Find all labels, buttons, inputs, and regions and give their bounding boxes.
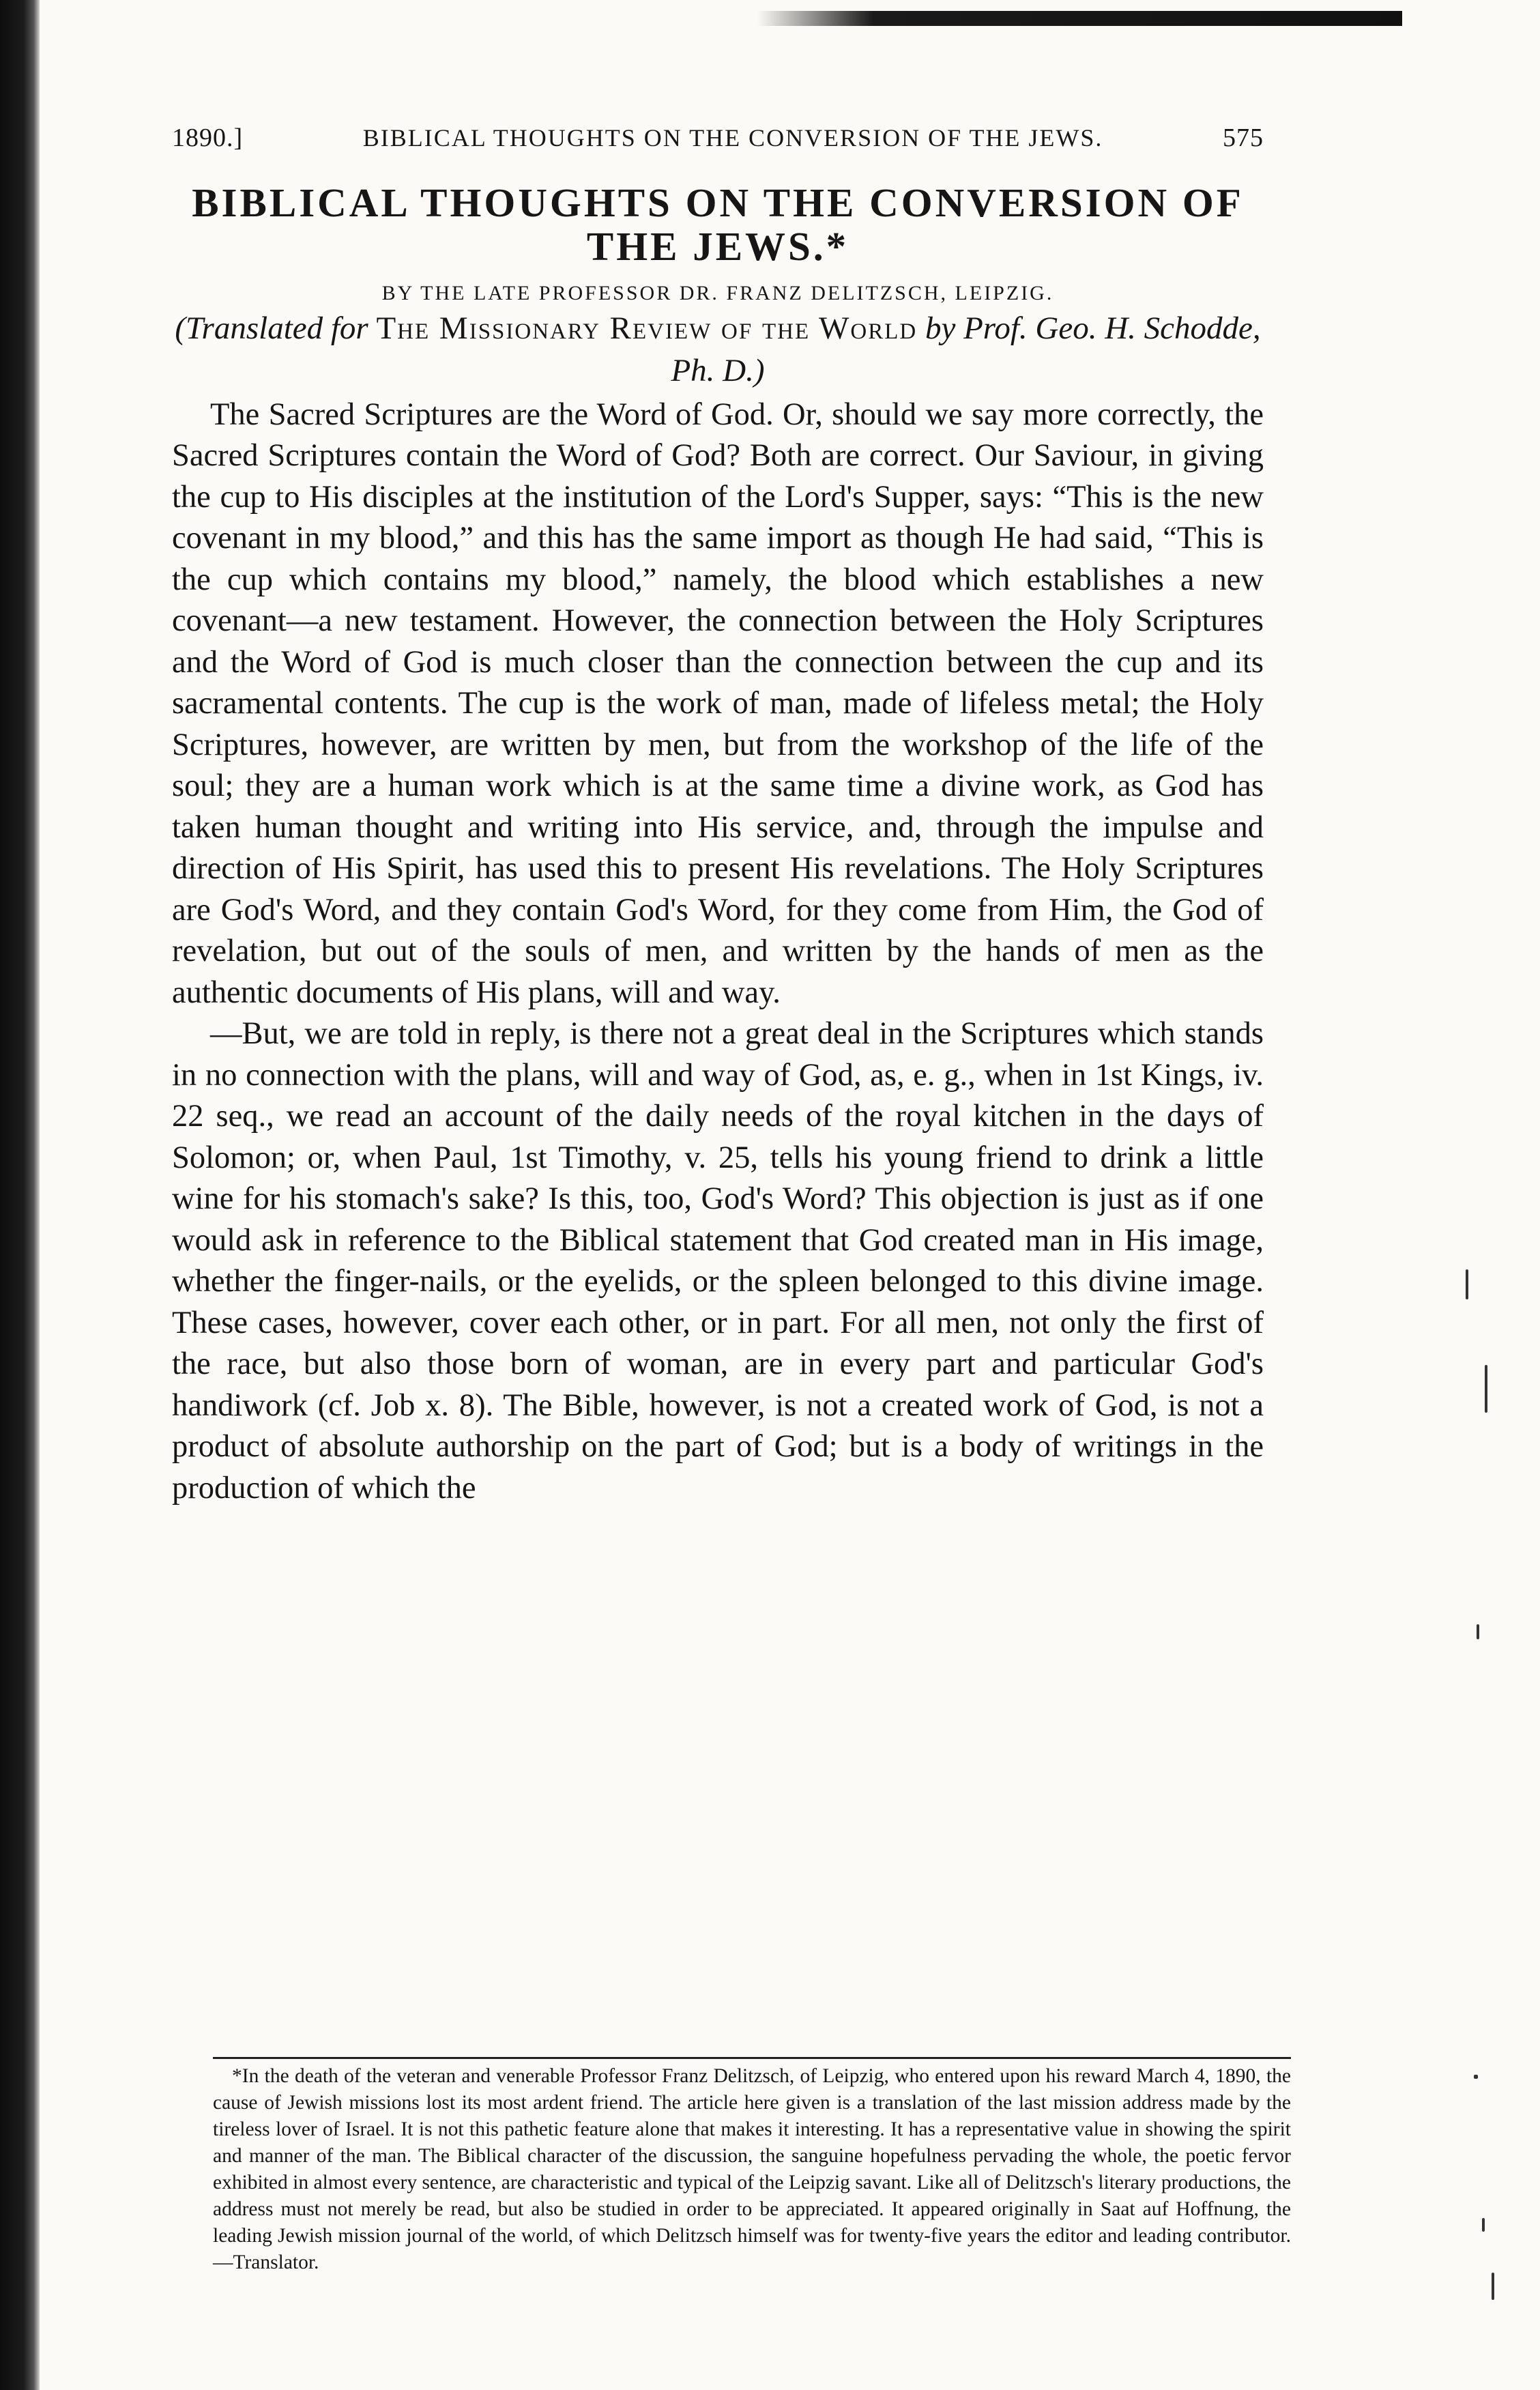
translation-credit bbox=[172, 308, 1264, 391]
article-body bbox=[172, 394, 1264, 1510]
page-number: 575 bbox=[1223, 124, 1264, 152]
journal-name: The Missionary Review of the World bbox=[376, 311, 918, 347]
scan-speck bbox=[1492, 2273, 1494, 2300]
footnote: *In the death of the veteran and venerable Professor Franz Delitzsch, of Leipzig, who entered upon his reward March 4, 1890, the cause of Jewish missions lost its most ardent friend. The article here given is a translation of the last mission address made by the tireless lover of Israel. It is not this pathetic feature alone that makes it interesting. It has a representative value in showing the spirit and manner of the man. The Biblical character of the discussion, the sanguine hopefulness pervading the whole, the poetic fervor exhibited in almost every sentence, are characteristic and typical of the Leipzig savant. Like all of Delitzsch's literary productions, the address must not merely be read, but also be studied in order to be appreciated. It appeared originally in Saat auf Hoffnung, the leading Jewish mission journal of the world, of which Delitzsch himself was for twenty-five years the editor and leading contributor.—Translator. bbox=[213, 2065, 1291, 2273]
translated-prefix: (Translated for bbox=[175, 311, 368, 347]
scan-speck bbox=[1477, 1624, 1479, 1639]
scan-speck bbox=[1474, 2075, 1478, 2079]
running-head bbox=[172, 123, 1264, 172]
running-head-year: 1890.] bbox=[172, 124, 244, 152]
scan-speck bbox=[1466, 1269, 1468, 1299]
running-head-title: BIBLICAL THOUGHTS ON THE CONVERSION OF THE JEWS. bbox=[362, 124, 1103, 152]
translator-name: by Prof. Geo. H. Schodde, Ph. D.) bbox=[671, 311, 1261, 388]
scan-speck bbox=[1485, 1365, 1487, 1413]
body-paragraph: —But, we are told in reply, is there not a great deal in the Scriptures which stands in no connection with the plans, will and way of God, as, e. g., when in 1st Kings, iv. 22 seq., we read an account of the daily needs of the royal kitchen in the days of Solomon; or, when Paul, 1st Timothy, v. 25, tells his young friend to drink a little wine for his stomach's sake? Is this, too, God's Word? This objection is just as if one would ask in reference to the Biblical statement that God created man in His image, whether the finger-nails, or the eyelids, or the spleen belonged to this divine image. These cases, however, cover each other, or in part. For all men, not only the first of the race, but also those born of woman, are in every part and particular God's handiwork (cf. Job x. 8). The Bible, however, is not a created work of God, is not a product of absolute authorship on the part of God; but is a body of writings in the production of which the bbox=[172, 1016, 1264, 1506]
scan-top-rule bbox=[757, 11, 1402, 26]
page-content bbox=[172, 123, 1264, 1509]
scan-speck bbox=[1482, 2218, 1485, 2232]
article-title: BIBLICAL THOUGHTS ON THE CONVERSION OF THE JEWS.* bbox=[192, 180, 1244, 269]
article-byline: BY THE LATE PROFESSOR DR. FRANZ DELITZSCH, LEIPZIG. bbox=[381, 282, 1054, 305]
scan-binding-edge bbox=[0, 0, 40, 2390]
footnote-section bbox=[213, 2057, 1291, 2276]
body-paragraph: The Sacred Scriptures are the Word of God. Or, should we say more correctly, the Sacred Scriptures contain the Word of God? Both are correct. Our Saviour, in giving the cup to His disciples at the institution of the Lord's Supper, says: “This is the new covenant in my blood,” and this has the same import as though He had said, “This is the cup which contains my blood,” namely, the blood which establishes a new covenant—a new testament. However, the connection between the Holy Scriptures and the Word of God is much closer than the connection between the cup and its sacramental contents. The cup is the work of man, made of lifeless metal; the Holy Scriptures, however, are written by men, but from the workshop of the life of the soul; they are a human work which is at the same time a divine work, as God has taken human thought and writing into His service, and, through the impulse and direction of His Spirit, has used this to present His revelations. The Holy Scriptures are God's Word, and they contain God's Word, for they come from Him, the God of revelation, but out of the souls of men, and written by the hands of men as the authentic documents of His plans, will and way. bbox=[172, 397, 1264, 1010]
